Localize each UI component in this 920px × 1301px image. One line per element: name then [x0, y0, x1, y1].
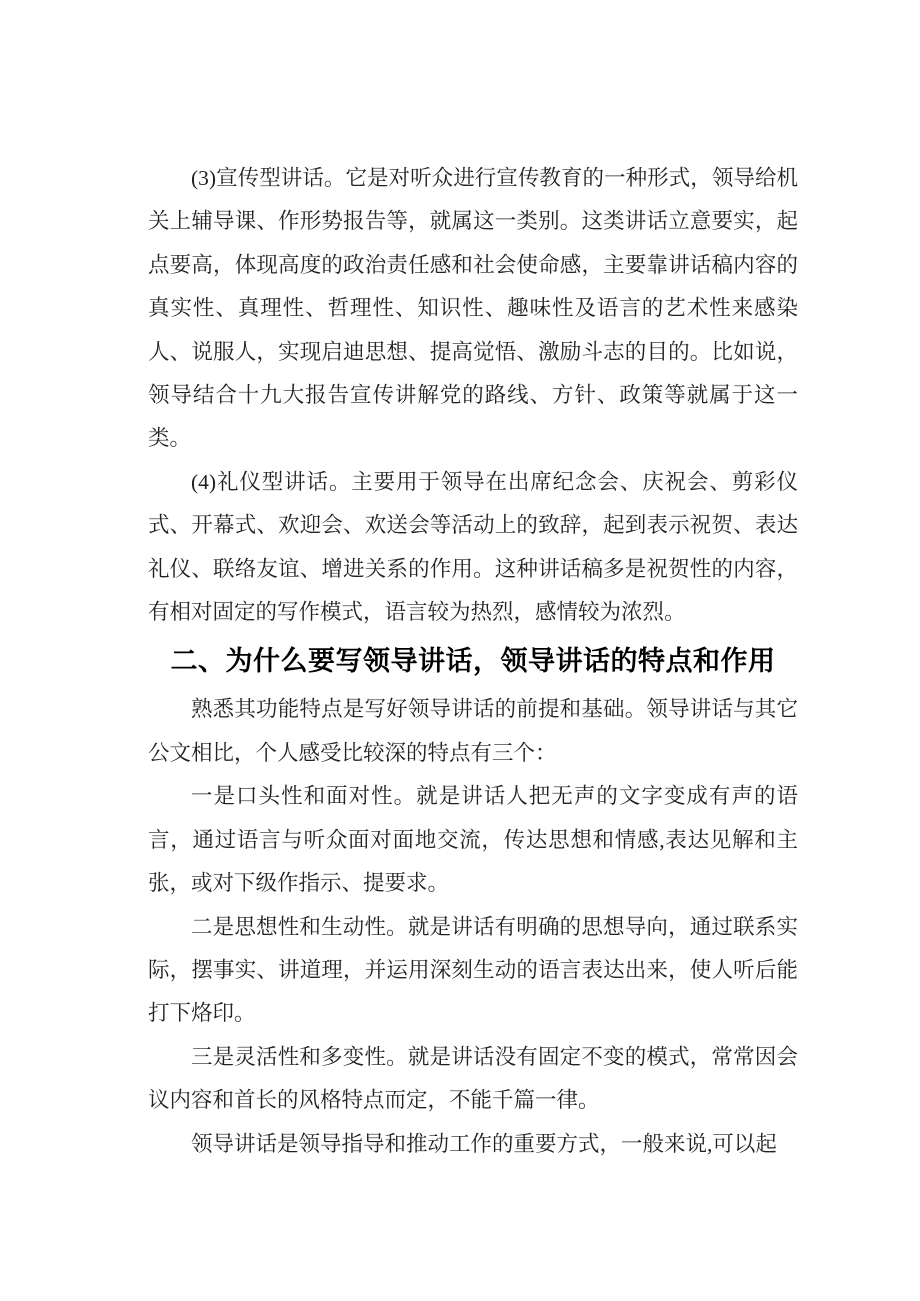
body-paragraph: 一是口头性和面对性。就是讲话人把无声的文字变成有声的语言，通过语言与听众面对面地交流，传达思想和情感,表达见解和主张，或对下级作指示、提要求。: [148, 784, 798, 896]
document-content: [148, 157, 798, 1166]
body-paragraph: 熟悉其功能特点是写好领导讲话的前提和基础。领导讲话与其它公文相比，个人感受比较深的特点有三个：: [148, 697, 798, 765]
body-paragraph: 领导讲话是领导指导和推动工作的重要方式，一般来说,可以起: [191, 1131, 777, 1156]
section-heading: 二、为什么要写领导讲话，领导讲话的特点和作用: [170, 646, 776, 677]
body-paragraph: (3)宣传型讲话。它是对听众进行宣传教育的一种形式，领导给机关上辅导课、作形势报告等，就属这一类别。这类讲话立意要实，起点要高，体现高度的政治责任感和社会使命感，主要靠讲话稿内容的真实性、真理性、哲理性、知识性、趣味性及语言的艺术性来感染人、说服人，实现启迪思想、提高觉悟、激励斗志的目的。比如说，领导结合十九大报告宣传讲解党的路线、方针、政策等就属于这一类。: [148, 166, 798, 451]
body-paragraph: (4)礼仪型讲话。主要用于领导在出席纪念会、庆祝会、剪彩仪式、开幕式、欢迎会、欢送会等活动上的致辞，起到表示祝贺、表达礼仪、联络友谊、增进关系的作用。这种讲话稿多是祝贺性的内容，有相对固定的写作模式，语言较为热烈，感情较为浓烈。: [148, 469, 798, 625]
body-paragraph: 二是思想性和生动性。就是讲话有明确的思想导向，通过联系实际，摆事实、讲道理，并运用深刻生动的语言表达出来，使人听后能打下烙印。: [148, 914, 798, 1026]
body-paragraph: 三是灵活性和多变性。就是讲话没有固定不变的模式，常常因会议内容和首长的风格特点而定，不能千篇一律。: [148, 1044, 798, 1113]
